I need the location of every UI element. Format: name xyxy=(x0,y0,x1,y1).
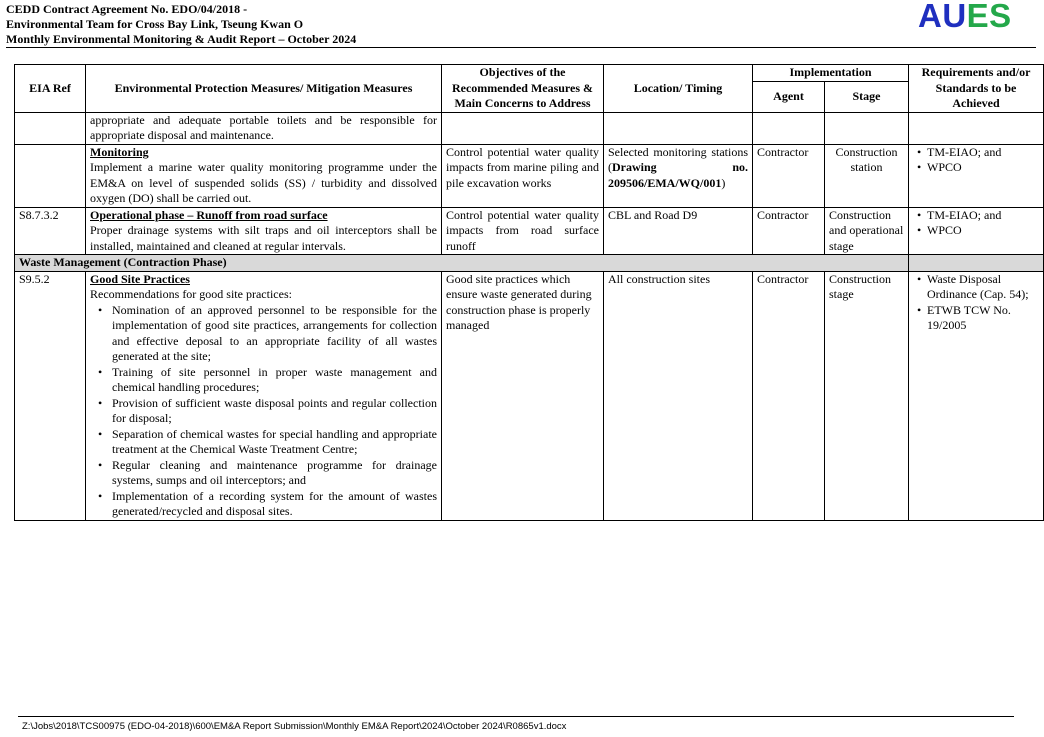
report-header xyxy=(6,2,356,47)
table-row xyxy=(15,271,1044,520)
list-item: • Implementation of a recording system for the amount of wastes generated/recycled and disposal sites. xyxy=(112,489,437,520)
measure-text: Proper drainage systems with silt traps and oil interceptors shall be installed, maintained and cleaned at regular intervals. xyxy=(90,223,437,253)
logo-part-au: AU xyxy=(918,0,967,34)
eia-ref-text: S9.5.2 xyxy=(15,271,86,520)
list-item: • Separation of chemical wastes for special handling and appropriate treatment at the Chemical Waste Treatment Centre; xyxy=(112,427,437,458)
eia-ref-text: S8.7.3.2 xyxy=(15,207,86,255)
location-text: Selected monitoring stations ( xyxy=(608,144,748,174)
requirement-item: • WPCO xyxy=(927,160,1039,176)
objective-text: Control potential water quality impacts from marine piling and pile excavation works xyxy=(442,144,604,207)
header-agent: Agent xyxy=(753,81,825,112)
measure-cell xyxy=(86,207,442,255)
list-item: • Provision of sufficient waste disposal points and regular collection for disposal; xyxy=(112,396,437,427)
location-text: All construction sites xyxy=(604,271,753,520)
agent-text: Contractor xyxy=(753,144,825,207)
header-line-3: Monthly Environmental Monitoring & Audit Report – October 2024 xyxy=(6,32,357,46)
list-item: • Training of site personnel in proper waste management and chemical handling procedures; xyxy=(112,365,437,396)
stage-text: Construction station xyxy=(825,144,909,207)
measure-text: Implement a marine water quality monitoring programme under the EM&A on level of suspended solids (SS) / turbidity and dissolved oxygen (DO) shall be carried out. xyxy=(90,160,437,205)
measure-text: appropriate and adequate portable toilets and be responsible for appropriate disposal and maintenance. xyxy=(86,112,442,144)
requirements-cell xyxy=(909,207,1044,255)
footer-file-path: Z:\Jobs\2018\TCS00975 (EDO-04-2018)\600\EM&A Report Submission\Monthly EM&A Report\2024\October 2024\R0865v1.docx xyxy=(22,721,567,732)
agent-text: Contractor xyxy=(753,271,825,520)
stage-text: Construction and operational stage xyxy=(825,207,909,255)
header-eia-ref: EIA Ref xyxy=(15,65,86,113)
header-divider xyxy=(6,47,1036,48)
header-implementation: Implementation xyxy=(753,65,909,82)
requirement-item: • TM-EIAO; and xyxy=(927,145,1039,161)
footer-divider xyxy=(18,716,1014,717)
objective-text: Good site practices which ensure waste generated during construction phase is properly managed xyxy=(442,271,604,520)
table-row xyxy=(15,207,1044,255)
aues-logo xyxy=(918,0,1012,35)
requirements-cell xyxy=(909,144,1044,207)
requirement-item: • Waste Disposal Ordinance (Cap. 54); xyxy=(927,272,1039,303)
table-row xyxy=(15,144,1044,207)
header-measures: Environmental Protection Measures/ Mitigation Measures xyxy=(86,65,442,113)
requirement-item: • ETWB TCW No. 19/2005 xyxy=(927,303,1039,334)
list-item: • Regular cleaning and maintenance programme for drainage systems, sumps and oil interceptors; and xyxy=(112,458,437,489)
logo-part-es: ES xyxy=(966,0,1012,34)
practice-list xyxy=(90,303,437,520)
location-drawing-ref: Drawing no. 209506/EMA/WQ/001 xyxy=(608,160,748,190)
measure-title: Good Site Practices xyxy=(90,271,190,286)
measure-title: Operational phase – Runoff from road surface xyxy=(90,207,328,222)
location-text-end: ) xyxy=(721,175,726,190)
section-row xyxy=(15,255,1044,272)
stage-text: Construction stage xyxy=(825,271,909,520)
table-row xyxy=(15,112,1044,144)
location-text: CBL and Road D9 xyxy=(604,207,753,255)
objective-text: Control potential water quality impacts from road surface runoff xyxy=(442,207,604,255)
header-stage: Stage xyxy=(825,81,909,112)
measure-title: Monitoring xyxy=(90,144,149,159)
section-heading: Waste Management (Contraction Phase) xyxy=(15,255,909,272)
header-requirements: Requirements and/or Standards to be Achieved xyxy=(909,65,1044,113)
requirement-item: • TM-EIAO; and xyxy=(927,208,1039,224)
header-location: Location/ Timing xyxy=(604,65,753,113)
requirements-cell xyxy=(909,271,1044,520)
header-line-2: Environmental Team for Cross Bay Link, Tseung Kwan O xyxy=(6,17,304,31)
header-objectives: Objectives of the Recommended Measures & Main Concerns to Address xyxy=(442,65,604,113)
measure-intro: Recommendations for good site practices: xyxy=(90,287,292,301)
mitigation-measures-table xyxy=(14,64,1044,521)
measure-cell xyxy=(86,144,442,207)
agent-text: Contractor xyxy=(753,207,825,255)
measure-cell xyxy=(86,271,442,520)
location-cell xyxy=(604,144,753,207)
requirement-item: • WPCO xyxy=(927,223,1039,239)
header-line-1: CEDD Contract Agreement No. EDO/04/2018 - xyxy=(6,2,248,16)
list-item: • Nomination of an approved personnel to be responsible for the implementation of good site practices, arrangements for collection and effective deposal to an appropriate facility of all wastes generated at the site; xyxy=(112,303,437,365)
